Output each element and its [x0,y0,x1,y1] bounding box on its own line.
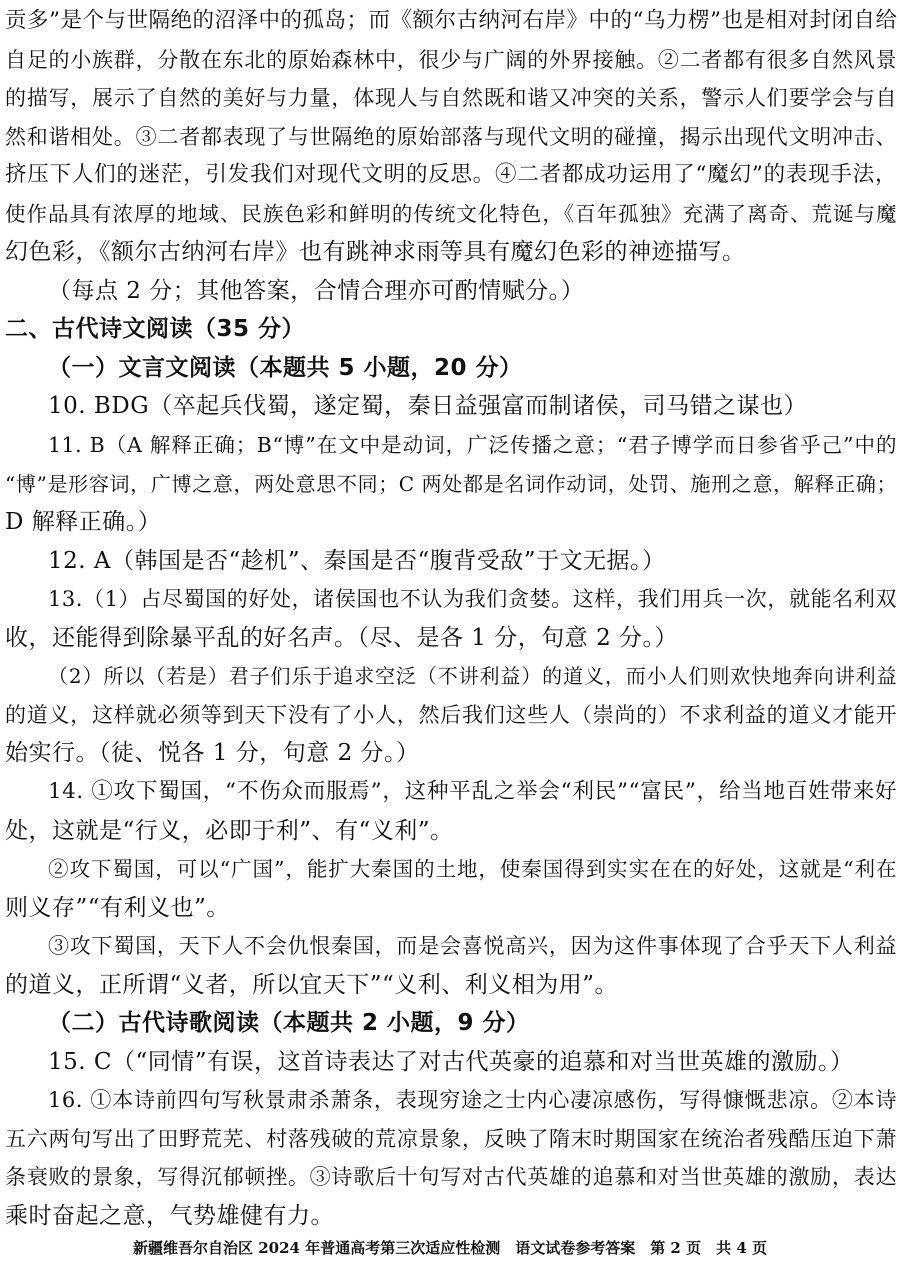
text-line: 幻色彩，《额尔古纳河右岸》也有跳神求雨等具有魔幻色彩的神迹描写。 [5,239,746,265]
text-line: （一）文言文阅读（本题共 5 小题，20 分） [48,355,523,381]
text-line: 12. A（韩国是否“趁机”、秦国是否“腹背受敌”于文无据。） [48,548,666,574]
text-line: 贡多”是个与世隔绝的沼泽中的孤岛；而《额尔古纳河右岸》中的“乌力楞”也是相对封闭自给 [5,8,897,33]
text-line: 自足的小族群，分散在东北的原始森林中，很少与广阔的外界接触。②二者都有很多自然风景 [5,48,897,72]
text-line: 使作品具有浓厚的地域、民族色彩和鲜明的传统文化特色，《百年孤独》充满了离奇、荒诞与魔 [5,202,897,226]
text-line: 的道义，正所谓“义者，所以宜天下”“义利、利义相为用”。 [5,972,619,998]
text-line: 挤压下人们的迷茫，引发我们对现代文明的反思。④二者都成功运用了“魔幻”的表现手法， [5,162,897,187]
text-line: 然和谐相处。③二者都表现了与世隔绝的原始部落与现代文明的碰撞，揭示出现代文明冲击、 [5,125,897,149]
text-line: 处，这就是“行义，必即于利”、有“义利”。 [5,818,454,844]
text-line: （二）古代诗歌阅读（本题共 2 小题，9 分） [48,1010,530,1036]
text-line: 乘时奋起之意，气势雄健有力。 [5,1203,334,1229]
text-line: 五六两句写出了田野荒芜、村落残破的荒凉景象，反映了隋末时期国家在统治者残酷压迫下萧 [5,1127,897,1151]
text-line: 收，还能得到除暴平乱的好名声。（尽、是各 1 分，句意 2 分。） [5,625,679,651]
text-line: 的描写，展示了自然的美好与力量，体现人与自然既和谐又冲突的关系，警示人们要学会与自 [5,86,897,110]
text-line: D 解释正确。） [5,509,162,535]
text-line: 13.（1）占尽蜀国的好处，诸侯国也不认为我们贪婪。这样，我们用兵一次，就能名利双 [48,587,897,611]
text-line: （2）所以（若是）君子们乐于追求空泛（不讲利益）的道义，而小人们则欢快地奔向讲利益 [48,664,897,688]
text-line: 15. C（“同情”有误，这首诗表达了对古代英豪的追慕和对当世英雄的激励。） [48,1049,854,1075]
page-footer: 新疆维吾尔自治区 2024 年普通高考第三次适应性检测 语文试卷参考答案 第 2 页 共 4 页 [133,1239,767,1257]
text-line: 二、古代诗文阅读（35 分） [5,316,306,342]
text-line: （每点 2 分；其他答案，合情合理亦可酌情赋分。） [48,278,585,304]
text-line: 14. ①攻下蜀国，“不伤众而服焉”，这种平乱之举会“利民”“富民”，给当地百姓带来好 [48,779,897,804]
text-line: 条衰败的景象，写得沉郁顿挫。③诗歌后十句写对古代英雄的追慕和对当世英雄的激励，表达 [5,1165,897,1189]
text-line: 10. BDG（卒起兵伐蜀，遂定蜀，秦日益强富而制诸侯，司马错之谋也） [48,393,808,419]
text-line: 始实行。（徒、悦各 1 分，句意 2 分。） [5,740,420,766]
text-line: 则义存”“有利义也”。 [5,895,230,921]
text-line: ③攻下蜀国，天下人不会仇恨秦国，而是会喜悦高兴，因为这件事体现了合乎天下人利益 [48,934,897,958]
text-line: 的道义，这样就必须等到天下没有了小人，然后我们这些人（崇尚的）不求利益的道义才能开 [5,703,897,727]
text-line: 16. ①本诗前四句写秋景肃杀萧条，表现穷途之士内心凄凉感伤，写得慷慨悲凉。②本诗 [48,1088,897,1112]
text-line: “博”是形容词，广博之意，两处意思不同；C 两处都是名词作动词，处罚、施刑之意，解释正确； [5,472,897,496]
text-line: 11. B（A 解释正确；B“博”在文中是动词，广泛传播之意；“君子博学而日参省乎己”中的 [48,433,897,457]
text-line: ②攻下蜀国，可以“广国”，能扩大秦国的土地，使秦国得到实实在在的好处，这就是“利在 [48,857,897,881]
